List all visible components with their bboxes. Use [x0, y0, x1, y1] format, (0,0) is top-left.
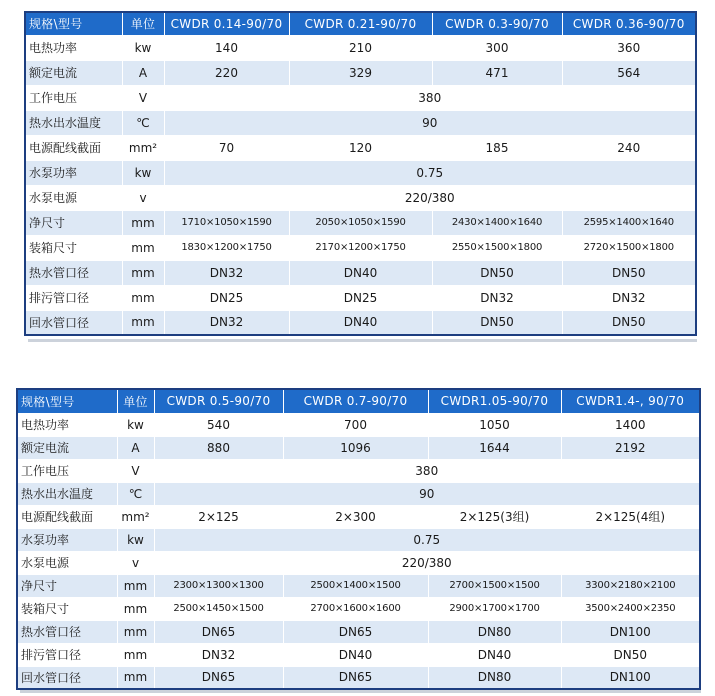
table-row — [25, 160, 696, 185]
value-cell: DN65 — [154, 620, 283, 643]
unit-cell: mm² — [122, 135, 164, 160]
table-row — [25, 60, 696, 85]
unit-cell: A — [122, 60, 164, 85]
unit-cell: mm — [122, 310, 164, 335]
param-label: 电热功率 — [25, 35, 122, 60]
unit-cell: mm — [122, 235, 164, 260]
unit-cell: kw — [122, 160, 164, 185]
merged-value-cell: 90 — [154, 482, 700, 505]
param-label: 净尺寸 — [17, 574, 117, 597]
table-row — [17, 643, 700, 666]
value-cell: DN40 — [289, 310, 432, 335]
value-cell: 1050 — [428, 413, 561, 436]
table-row — [17, 551, 700, 574]
value-cell: DN40 — [283, 643, 428, 666]
table-row — [17, 666, 700, 689]
param-label: 净尺寸 — [25, 210, 122, 235]
header-model-3: CWDR 0.3-90/70 — [432, 12, 562, 35]
header-model-1: CWDR 0.5-90/70 — [154, 389, 283, 413]
value-cell: 120 — [289, 135, 432, 160]
header-spec-model: 规格\型号 — [25, 12, 122, 35]
param-label: 热水出水温度 — [17, 482, 117, 505]
unit-cell: v — [122, 185, 164, 210]
header-model-1: CWDR 0.14-90/70 — [164, 12, 289, 35]
unit-cell: mm — [117, 597, 154, 620]
header-spec-model: 规格\型号 — [17, 389, 117, 413]
table-row — [17, 505, 700, 528]
value-cell: 2430×1400×1640 — [432, 210, 562, 235]
unit-cell: ℃ — [122, 110, 164, 135]
value-cell: 2×125(4组) — [561, 505, 700, 528]
param-label: 水泵功率 — [17, 528, 117, 551]
header-model-2: CWDR 0.21-90/70 — [289, 12, 432, 35]
value-cell: DN32 — [164, 310, 289, 335]
param-label: 热水出水温度 — [25, 110, 122, 135]
value-cell: DN32 — [164, 260, 289, 285]
table-row — [17, 574, 700, 597]
value-cell: 880 — [154, 436, 283, 459]
value-cell: 360 — [562, 35, 696, 60]
value-cell: 2595×1400×1640 — [562, 210, 696, 235]
value-cell: 471 — [432, 60, 562, 85]
unit-cell: V — [122, 85, 164, 110]
table-row — [25, 310, 696, 335]
table-row — [25, 185, 696, 210]
value-cell: 1710×1050×1590 — [164, 210, 289, 235]
value-cell: DN80 — [428, 620, 561, 643]
param-label: 电热功率 — [17, 413, 117, 436]
value-cell: 2700×1500×1500 — [428, 574, 561, 597]
unit-cell: kw — [122, 35, 164, 60]
merged-value-cell: 90 — [164, 110, 696, 135]
unit-cell: mm — [117, 574, 154, 597]
table-row — [25, 210, 696, 235]
param-label: 水泵电源 — [17, 551, 117, 574]
table-row — [17, 459, 700, 482]
param-label: 回水管口径 — [25, 310, 122, 335]
value-cell: 2500×1450×1500 — [154, 597, 283, 620]
param-label: 工作电压 — [25, 85, 122, 110]
unit-cell: kw — [117, 528, 154, 551]
param-label: 水泵电源 — [25, 185, 122, 210]
value-cell: 700 — [283, 413, 428, 436]
param-label: 热水管口径 — [17, 620, 117, 643]
value-cell: 2500×1400×1500 — [283, 574, 428, 597]
param-label: 额定电流 — [25, 60, 122, 85]
value-cell: 300 — [432, 35, 562, 60]
value-cell: 2700×1600×1600 — [283, 597, 428, 620]
table-row — [17, 482, 700, 505]
merged-value-cell: 220/380 — [164, 185, 696, 210]
unit-cell: A — [117, 436, 154, 459]
value-cell: 2×300 — [283, 505, 428, 528]
unit-cell: mm — [122, 260, 164, 285]
value-cell: DN32 — [432, 285, 562, 310]
header-model-3: CWDR1.05-90/70 — [428, 389, 561, 413]
value-cell: 2×125 — [154, 505, 283, 528]
value-cell: DN50 — [562, 260, 696, 285]
unit-cell: mm — [122, 285, 164, 310]
value-cell: 540 — [154, 413, 283, 436]
value-cell: 564 — [562, 60, 696, 85]
value-cell: 1644 — [428, 436, 561, 459]
table-row — [25, 285, 696, 310]
value-cell: 70 — [164, 135, 289, 160]
param-label: 装箱尺寸 — [25, 235, 122, 260]
merged-value-cell: 380 — [154, 459, 700, 482]
value-cell: 240 — [562, 135, 696, 160]
value-cell: DN25 — [164, 285, 289, 310]
table-row — [25, 35, 696, 60]
unit-cell: ℃ — [117, 482, 154, 505]
value-cell: 2050×1050×1590 — [289, 210, 432, 235]
spec-table-1 — [24, 11, 697, 336]
table-header-row — [25, 12, 696, 35]
unit-cell: mm — [117, 643, 154, 666]
value-cell: 2720×1500×1800 — [562, 235, 696, 260]
unit-cell: mm — [122, 210, 164, 235]
value-cell: 329 — [289, 60, 432, 85]
value-cell: DN25 — [289, 285, 432, 310]
param-label: 电源配线截面 — [17, 505, 117, 528]
table-row — [25, 135, 696, 160]
table-row — [17, 436, 700, 459]
param-label: 额定电流 — [17, 436, 117, 459]
param-label: 热水管口径 — [25, 260, 122, 285]
value-cell: DN50 — [432, 260, 562, 285]
value-cell: DN50 — [432, 310, 562, 335]
param-label: 排污管口径 — [17, 643, 117, 666]
value-cell: 220 — [164, 60, 289, 85]
table-header-row — [17, 389, 700, 413]
value-cell: DN80 — [428, 666, 561, 689]
value-cell: DN65 — [154, 666, 283, 689]
param-label: 工作电压 — [17, 459, 117, 482]
merged-value-cell: 0.75 — [154, 528, 700, 551]
header-model-4: CWDR1.4-, 90/70 — [561, 389, 700, 413]
table-row — [17, 528, 700, 551]
table-row — [17, 413, 700, 436]
table-row — [17, 620, 700, 643]
unit-cell: mm — [117, 666, 154, 689]
value-cell: 140 — [164, 35, 289, 60]
table-row — [25, 85, 696, 110]
value-cell: 1830×1200×1750 — [164, 235, 289, 260]
table-2-shadow — [20, 690, 701, 693]
table-1-shadow — [28, 339, 697, 342]
param-label: 电源配线截面 — [25, 135, 122, 160]
value-cell: DN32 — [562, 285, 696, 310]
table-row — [17, 597, 700, 620]
unit-cell: kw — [117, 413, 154, 436]
value-cell: DN100 — [561, 620, 700, 643]
value-cell: 2300×1300×1300 — [154, 574, 283, 597]
value-cell: 185 — [432, 135, 562, 160]
value-cell: 210 — [289, 35, 432, 60]
spec-table-2 — [16, 388, 701, 690]
param-label: 水泵功率 — [25, 160, 122, 185]
header-unit: 单位 — [117, 389, 154, 413]
table-row — [25, 235, 696, 260]
value-cell: 2×125(3组) — [428, 505, 561, 528]
value-cell: 2900×1700×1700 — [428, 597, 561, 620]
value-cell: DN65 — [283, 620, 428, 643]
merged-value-cell: 380 — [164, 85, 696, 110]
header-model-4: CWDR 0.36-90/70 — [562, 12, 696, 35]
header-model-2: CWDR 0.7-90/70 — [283, 389, 428, 413]
param-label: 装箱尺寸 — [17, 597, 117, 620]
value-cell: 3300×2180×2100 — [561, 574, 700, 597]
unit-cell: mm² — [117, 505, 154, 528]
value-cell: DN40 — [428, 643, 561, 666]
unit-cell: mm — [117, 620, 154, 643]
value-cell: DN40 — [289, 260, 432, 285]
value-cell: DN32 — [154, 643, 283, 666]
value-cell: DN100 — [561, 666, 700, 689]
param-label: 回水管口径 — [17, 666, 117, 689]
param-label: 排污管口径 — [25, 285, 122, 310]
table-row — [25, 260, 696, 285]
value-cell: DN50 — [562, 310, 696, 335]
header-unit: 单位 — [122, 12, 164, 35]
value-cell: 1096 — [283, 436, 428, 459]
value-cell: 3500×2400×2350 — [561, 597, 700, 620]
merged-value-cell: 220/380 — [154, 551, 700, 574]
value-cell: 1400 — [561, 413, 700, 436]
value-cell: DN65 — [283, 666, 428, 689]
merged-value-cell: 0.75 — [164, 160, 696, 185]
unit-cell: v — [117, 551, 154, 574]
unit-cell: V — [117, 459, 154, 482]
value-cell: 2550×1500×1800 — [432, 235, 562, 260]
table-row — [25, 110, 696, 135]
value-cell: 2170×1200×1750 — [289, 235, 432, 260]
value-cell: 2192 — [561, 436, 700, 459]
value-cell: DN50 — [561, 643, 700, 666]
